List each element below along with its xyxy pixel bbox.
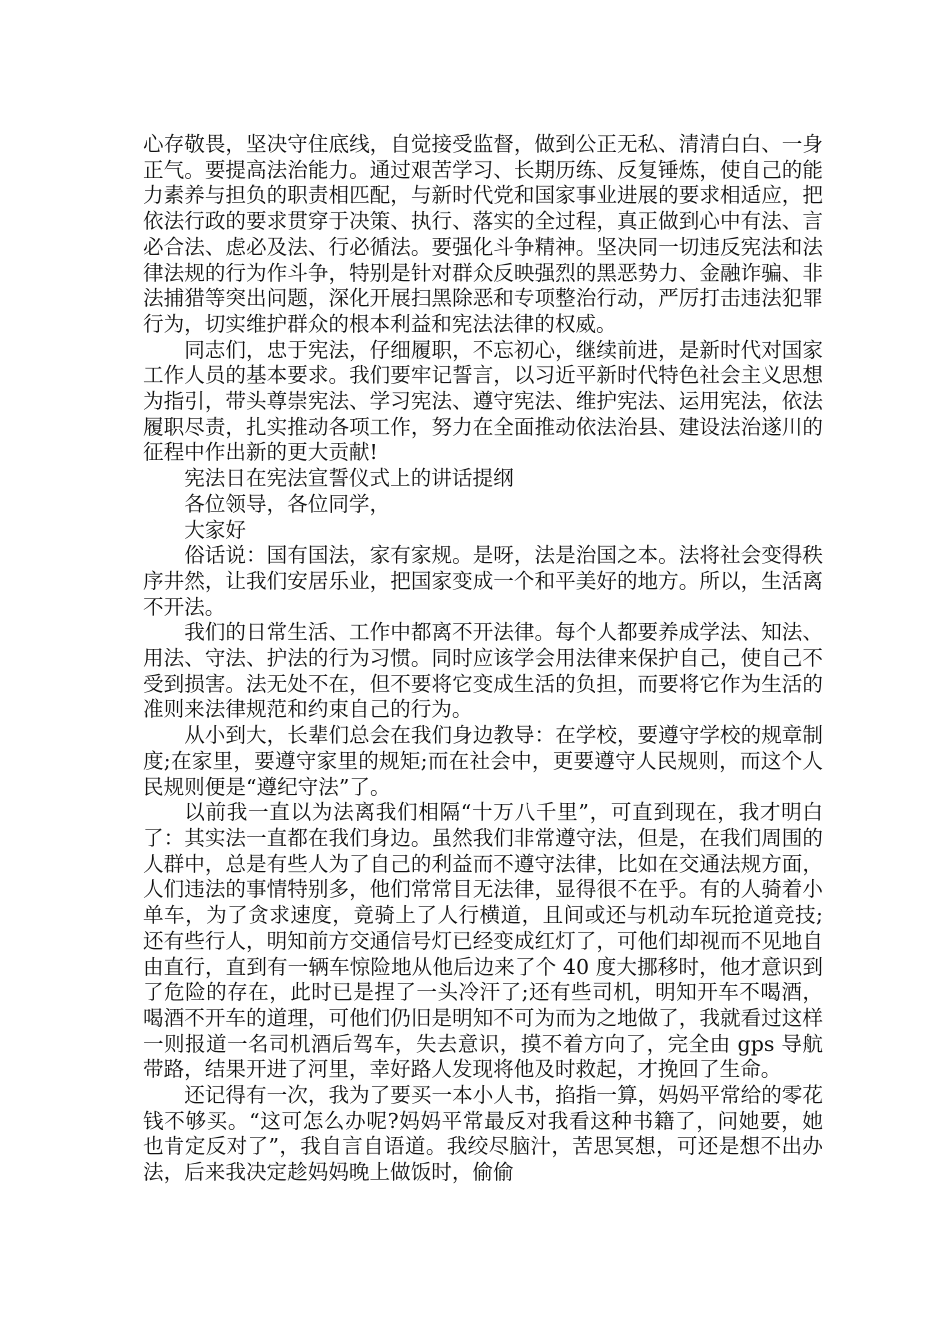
greeting: 大家好 [184, 517, 246, 542]
document-body [143, 132, 823, 1186]
paragraph-continuation: 心存敬畏，坚决守住底线，自觉接受监督，做到公正无私、清清白白、一身正气。要提高法治能力。通过艰苦学习、长期历练、反复锤炼，使自己的能力素养与担负的职责相匹配，与新时代党和国家事业进展的要求相适应，把依法行政的要求贯穿于决策、执行、落实的全过程，真正做到心中有法、言必合法、虑必及法、行必循法。要强化斗争精神。坚决同一切违反宪法和法律法规的行为作斗争，特别是针对群众反映强烈的黑恶势力、金融诈骗、非法捕猎等突出问题，深化开展扫黑除恶和专项整治行动，严厉打击违法犯罪行为，切实维护群众的根本利益和宪法法律的权威。 [143, 132, 823, 336]
speech-title: 宪法日在宪法宣誓仪式上的讲话提纲 [184, 466, 514, 491]
paragraph-proverb: 俗话说：国有国法，家有家规。是呀，法是治国之本。法将社会变得秩序井然，让我们安居乐业，把国家变成一个和平美好的地方。所以，生活离不开法。 [143, 543, 823, 619]
salutation: 各位领导，各位同学， [184, 491, 391, 516]
paragraph-traffic-law: 以前我一直以为法离我们相隔“十万八千里”，可直到现在，我才明白了：其实法一直都在我们身边。虽然我们非常遵守法，但是，在我们周围的人群中，总是有些人为了自己的利益而不遵守法律，比如在交通法规方面，人们违法的事情特别多，他们常常目无法律，显得很不在乎。有的人骑着小单车，为了贪求速度，竟骑上了人行横道，且间或还与机动车玩抢道竞技;还有些行人，明知前方交通信号灯已经变成红灯了，可他们却视而不见地自由直行，直到有一辆车惊险地从他后边来了个 40 度大挪移时，他才意识到了危险的存在，此时已是捏了一头冷汗了;还有些司机，明知开车不喝酒，喝酒不开车的道理，可他们仍旧是明知不可为而为之地做了，我就看过这样一则报道一名司机酒后驾车，失去意识，摸不着方向了，完全由 gps 导航带路，结果开进了河里，幸好路人发现将他及时救起，才挽回了生命。 [143, 800, 823, 1082]
paragraph-closing-remarks: 同志们，忠于宪法，仔细履职，不忘初心，继续前进，是新时代对国家工作人员的基本要求。我们要牢记誓言，以习近平新时代特色社会主义思想为指引，带头尊崇宪法、学习宪法、遵守宪法、维护宪法、运用宪法，依法履职尽责，扎实推动各项工作，努力在全面推动依法治县、建设法治遂川的征程中作出新的更大贡献! [143, 337, 823, 465]
paragraph-daily-life: 我们的日常生活、工作中都离不开法律。每个人都要养成学法、知法、用法、守法、护法的行为习惯。同时应该学会用法律来保护自己，使自己不受到损害。法无处不在，但不要将它变成生活的负担，而要将它作为生活的准则来法律规范和约束自己的行为。 [143, 620, 823, 722]
paragraph-story: 还记得有一次，我为了要买一本小人书，掐指一算，妈妈平常给的零花钱不够买。“这可怎么办呢?妈妈平常最反对我看这种书籍了，问她要，她也肯定反对了”，我自言自语道。我绞尽脑汁，苦思冥想，可还是想不出办法，后来我决定趁妈妈晚上做饭时，偷偷 [143, 1083, 823, 1185]
paragraph-elders-teaching: 从小到大，长辈们总会在我们身边教导：在学校，要遵守学校的规章制度;在家里，要遵守家里的规矩;而在社会中，更要遵守人民规则，而这个人民规则便是“遵纪守法”了。 [143, 723, 823, 799]
